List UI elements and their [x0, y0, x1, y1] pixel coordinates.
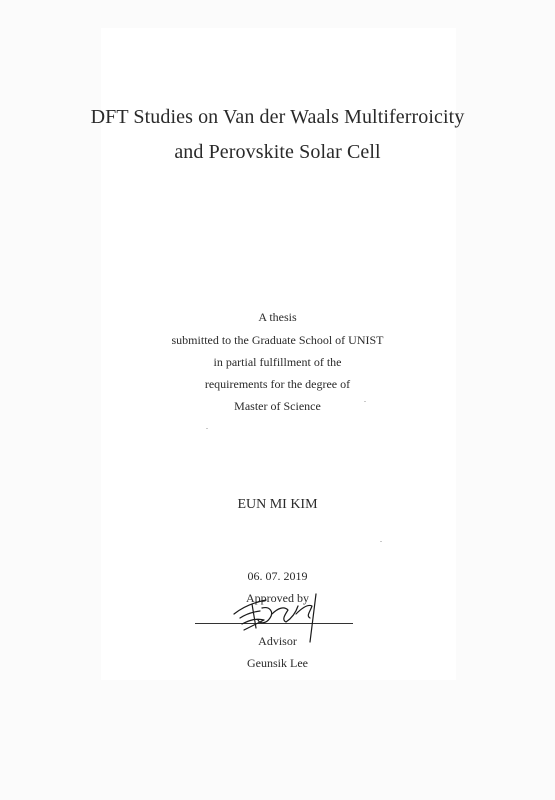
scan-speck [380, 541, 382, 542]
submission-line-1: A thesis [258, 310, 297, 324]
submission-line-4: requirements for the degree of [204, 377, 351, 391]
thesis-title-line-1: DFT Studies on Van der Waals Multiferroicity [90, 106, 465, 128]
scan-speck [364, 401, 366, 402]
advisor-name: Geunsik Lee [247, 656, 308, 670]
scan-speck [206, 428, 208, 429]
submission-line-2: submitted to the Graduate School of UNIST [171, 333, 384, 347]
author-name: EUN MI KIM [237, 497, 318, 512]
approval-date: 06. 07. 2019 [247, 569, 308, 583]
approved-by-label: Approved by [246, 591, 309, 605]
submission-line-3: in partial fulfillment of the [213, 355, 342, 369]
advisor-role: Advisor [258, 634, 297, 648]
thesis-title-line-2: and Perovskite Solar Cell [174, 141, 381, 163]
submission-line-5: Master of Science [234, 399, 321, 413]
